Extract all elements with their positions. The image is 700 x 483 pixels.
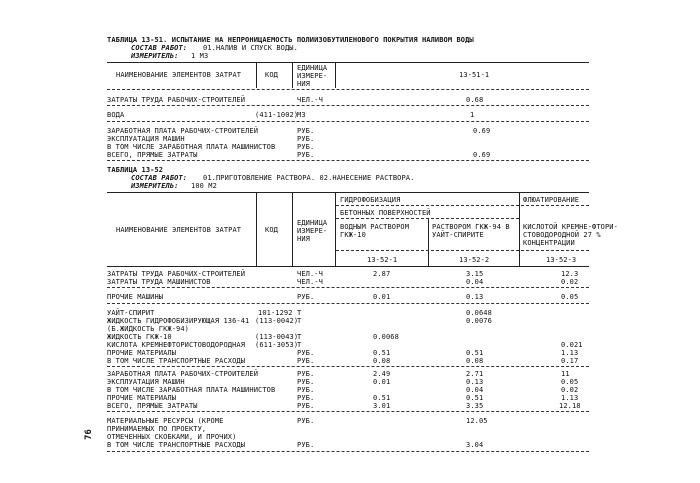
- t2-row-unit: Т: [297, 309, 302, 317]
- t2-row-v1: 0.01: [373, 293, 391, 301]
- t2-row-v1: 2.87: [373, 270, 391, 278]
- t2-row-name: ЭКСПЛУАТАЦИЯ МАШИН: [107, 378, 185, 386]
- t1-row-unit: РУБ.: [297, 135, 315, 143]
- t2-row-v3: 1.13: [561, 394, 579, 402]
- t2-row-v3: 0.02: [561, 386, 579, 394]
- t2-row-v1: 0.51: [373, 394, 391, 402]
- t1-row-name: ЭКСПЛУАТАЦИЯ МАШИН: [107, 135, 185, 143]
- col2-header-1: РАСТВОРОМ ГКЖ-94 В: [432, 223, 510, 231]
- t2-row-unit: РУБ.: [297, 417, 315, 425]
- t2-row-v1: 0.0068: [373, 333, 399, 341]
- t2-row-unit: РУБ.: [297, 386, 315, 394]
- t2-row-v3: 12.3: [561, 270, 579, 278]
- col3-header-2: СТОВОДОРОДНОЙ 27 %: [523, 231, 601, 239]
- t2-row-name: В ТОМ ЧИСЛЕ ТРАНСПОРТНЫЕ РАСХОДЫ: [107, 357, 246, 365]
- t2-row-code: (611-3053): [255, 341, 299, 349]
- meter-text: 1 М3: [191, 52, 209, 60]
- t2-row-name: ЖИДКОСТЬ ГКЖ-10: [107, 333, 172, 341]
- t2-row-v3: 0.02: [561, 278, 579, 286]
- t2-row-v2: 0.08: [466, 357, 484, 365]
- t2-row-unit: Т: [297, 341, 302, 349]
- t1-header-unit-2: ИЗМЕРЕ-: [297, 72, 328, 80]
- t2-row-v2: 0.0648: [466, 309, 492, 317]
- t2-row-name: УАЙТ-СПИРИТ: [107, 309, 155, 317]
- t2-row-unit: РУБ.: [297, 293, 315, 301]
- t1-row-name: ВОДА: [107, 111, 125, 119]
- t2-row-v2: 12.05: [466, 417, 488, 425]
- work-composition-text: 01.ПРИГОТОВЛЕНИЕ РАСТВОРА. 02.НАНЕСЕНИЕ РАСТВОРА.: [203, 174, 415, 182]
- t2-row-unit: ЧЕЛ.-Ч: [297, 270, 323, 278]
- t2-row-v1: 3.01: [373, 402, 391, 410]
- t1-row-name: ВСЕГО, ПРЯМЫЕ ЗАТРАТЫ: [107, 151, 198, 159]
- t2-row-v2: 2.71: [466, 370, 484, 378]
- t1-row-unit: РУБ.: [297, 151, 315, 159]
- t2-row-name: ЗАРАБОТНАЯ ПЛАТА РАБОЧИХ-СТРОИТЕЛЕЙ: [107, 370, 259, 378]
- work-composition-text: 01.НАЛИВ И СПУСК ВОДЫ.: [203, 44, 298, 52]
- t2-row-v3: 11: [561, 370, 570, 378]
- t2-row-name: ПРИНИМАЕМЫХ ПО ПРОЕКТУ,: [107, 425, 207, 433]
- t2-row-name: В ТОМ ЧИСЛЕ ТРАНСПОРТНЫЕ РАСХОДЫ: [107, 441, 246, 449]
- t2-row-name: ЖИДКОСТЬ ГИДРОФОБИЗИРУЮЩАЯ 136-41: [107, 317, 250, 325]
- t1-row-name: В ТОМ ЧИСЛЕ ЗАРАБОТНАЯ ПЛАТА МАШИНИСТОВ: [107, 143, 276, 151]
- meter-label: ИЗМЕРИТЕЛЬ:: [131, 52, 179, 60]
- work-composition-label: СОСТАВ РАБОТ:: [131, 174, 188, 182]
- t2-header-name: НАИМЕНОВАНИЕ ЭЛЕМЕНТОВ ЗАТРАТ: [116, 226, 242, 234]
- meter-text: 100 М2: [191, 182, 217, 190]
- t2-header-code: КОД: [265, 226, 278, 234]
- t2-row-v2: 3.04: [466, 441, 484, 449]
- t2-row-unit: Т: [297, 333, 302, 341]
- page-number: 76: [84, 429, 94, 440]
- t2-row-name: МАТЕРИАЛЬНЫЕ РЕСУРСЫ (КРОМЕ: [107, 417, 224, 425]
- t2-row-name: В ТОМ ЧИСЛЕ ЗАРАБОТНАЯ ПЛАТА МАШИНИСТОВ: [107, 386, 276, 394]
- t1-row-unit: РУБ.: [297, 143, 315, 151]
- t2-row-v2: 0.51: [466, 349, 484, 357]
- t2-row-v1: 0.08: [373, 357, 391, 365]
- t2-row-unit: РУБ.: [297, 357, 315, 365]
- t2-row-v3: 0.17: [561, 357, 579, 365]
- t2-row-v2: 0.0076: [466, 317, 492, 325]
- t2-row-name: ОТМЕЧЕННЫХ СКОБКАМИ, И ПРОЧИХ): [107, 433, 237, 441]
- t2-row-name: ЗАТРАТЫ ТРУДА РАБОЧИХ-СТРОИТЕЛЕЙ: [107, 270, 246, 278]
- t2-row-name: ЗАТРАТЫ ТРУДА МАШИНИСТОВ: [107, 278, 211, 286]
- t2-row-unit: РУБ.: [297, 370, 315, 378]
- t2-row-v1: 0.51: [373, 349, 391, 357]
- t2-row-code: 101-1292: [258, 309, 293, 317]
- t2-row-name: ПРОЧИЕ МАТЕРИАЛЫ: [107, 394, 177, 402]
- t2-row-name: (Б.ЖИДКОСТЬ ГКЖ-94): [107, 325, 189, 333]
- work-composition-label: СОСТАВ РАБОТ:: [131, 44, 188, 52]
- t2-row-code: (113-0042): [255, 317, 299, 325]
- t2-row-unit: РУБ.: [297, 378, 315, 386]
- t1-header-number: 13-51-1: [459, 71, 490, 79]
- col3-header-3: КОНЦЕНТРАЦИИ: [523, 239, 575, 247]
- t2-row-name: КИСЛОТА КРЕМНЕФТОРИСТОВОДОРОДНАЯ: [107, 341, 246, 349]
- t1-row-value: 1: [470, 111, 475, 119]
- group-fluating: ФЛЮАТИРОВАНИЕ: [523, 196, 580, 204]
- t2-row-v2: 0.04: [466, 386, 484, 394]
- table-13-52-title: ТАБЛИЦА 13-52: [107, 166, 164, 174]
- t2-header-unit-3: НИЯ: [297, 235, 310, 243]
- table-13-51-title: ТАБЛИЦА 13-51. ИСПЫТАНИЕ НА НЕПРОНИЦАЕМОСТЬ ПОЛИИЗОБУТИЛЕНОВОГО ПОКРЫТИЯ НАЛИВОМ ВОДЫ: [107, 36, 474, 44]
- t2-row-unit: Т: [297, 317, 302, 325]
- t2-row-v1: 0.01: [373, 378, 391, 386]
- t1-row-value: 0.69: [473, 127, 491, 135]
- t2-row-v3: 0.05: [561, 378, 579, 386]
- t2-row-v2: 0.13: [466, 293, 484, 301]
- t2-row-v3: 0.021: [561, 341, 583, 349]
- t2-header-unit-1: ЕДИНИЦА: [297, 219, 328, 227]
- t2-row-v2: 0.13: [466, 378, 484, 386]
- t2-row-unit: РУБ.: [297, 441, 315, 449]
- t1-row-unit: ЧЕЛ.-Ч: [297, 96, 323, 104]
- t1-row-value: 0.68: [466, 96, 484, 104]
- t2-row-name: ПРОЧИЕ МАТЕРИАЛЫ: [107, 349, 177, 357]
- t2-row-name: ВСЕГО, ПРЯМЫЕ ЗАТРАТЫ: [107, 402, 198, 410]
- t2-row-v3: 0.05: [561, 293, 579, 301]
- t1-header-unit-3: НИЯ: [297, 80, 310, 88]
- t1-row-value: 0.69: [473, 151, 491, 159]
- t2-row-unit: РУБ.: [297, 349, 315, 357]
- col2-header-2: УАЙТ-СПИРИТЕ: [432, 231, 484, 239]
- meter-label: ИЗМЕРИТЕЛЬ:: [131, 182, 179, 190]
- col1-header-1: ВОДНЫМ РАСТВОРОМ: [340, 223, 410, 231]
- t2-row-v2: 0.51: [466, 394, 484, 402]
- col2-number: 13-52-2: [459, 256, 490, 264]
- t2-header-unit-2: ИЗМЕРЕ-: [297, 227, 328, 235]
- t2-row-v2: 3.35: [466, 402, 484, 410]
- t1-header-code: КОД: [265, 71, 278, 79]
- t2-row-code: (113-0043): [255, 333, 299, 341]
- group-hydrophobization: ГИДРОФОБИЗАЦИЯ: [340, 196, 401, 204]
- col3-number: 13-52-3: [546, 256, 577, 264]
- col3-header-1: КИСЛОТОЙ КРЕМНЕ-ФТОРИ-: [523, 223, 618, 231]
- t2-row-v2: 0.04: [466, 278, 484, 286]
- t2-row-unit: РУБ.: [297, 402, 315, 410]
- t1-row-name: ЗАТРАТЫ ТРУДА РАБОЧИХ-СТРОИТЕЛЕЙ: [107, 96, 246, 104]
- t2-row-name: ПРОЧИЕ МАШИНЫ: [107, 293, 164, 301]
- t2-row-v2: 3.15: [466, 270, 484, 278]
- t2-row-unit: ЧЕЛ.-Ч: [297, 278, 323, 286]
- col1-header-2: ГКЖ-10: [340, 231, 366, 239]
- t1-header-unit-1: ЕДИНИЦА: [297, 64, 328, 72]
- t1-row-unit: М3: [297, 111, 306, 119]
- t2-row-unit: РУБ.: [297, 394, 315, 402]
- t2-row-v3: 1.13: [561, 349, 579, 357]
- t1-header-name: НАИМЕНОВАНИЕ ЭЛЕМЕНТОВ ЗАТРАТ: [116, 71, 242, 79]
- subgroup-concrete: БЕТОННЫХ ПОВЕРХНОСТЕЙ: [340, 209, 431, 217]
- t2-row-v3: 12.18: [559, 402, 581, 410]
- t1-row-name: ЗАРАБОТНАЯ ПЛАТА РАБОЧИХ-СТРОИТЕЛЕЙ: [107, 127, 259, 135]
- t1-row-code: (411-1002): [255, 111, 299, 119]
- col1-number: 13-52-1: [367, 256, 398, 264]
- t1-row-unit: РУБ.: [297, 127, 315, 135]
- t2-row-v1: 2.49: [373, 370, 391, 378]
